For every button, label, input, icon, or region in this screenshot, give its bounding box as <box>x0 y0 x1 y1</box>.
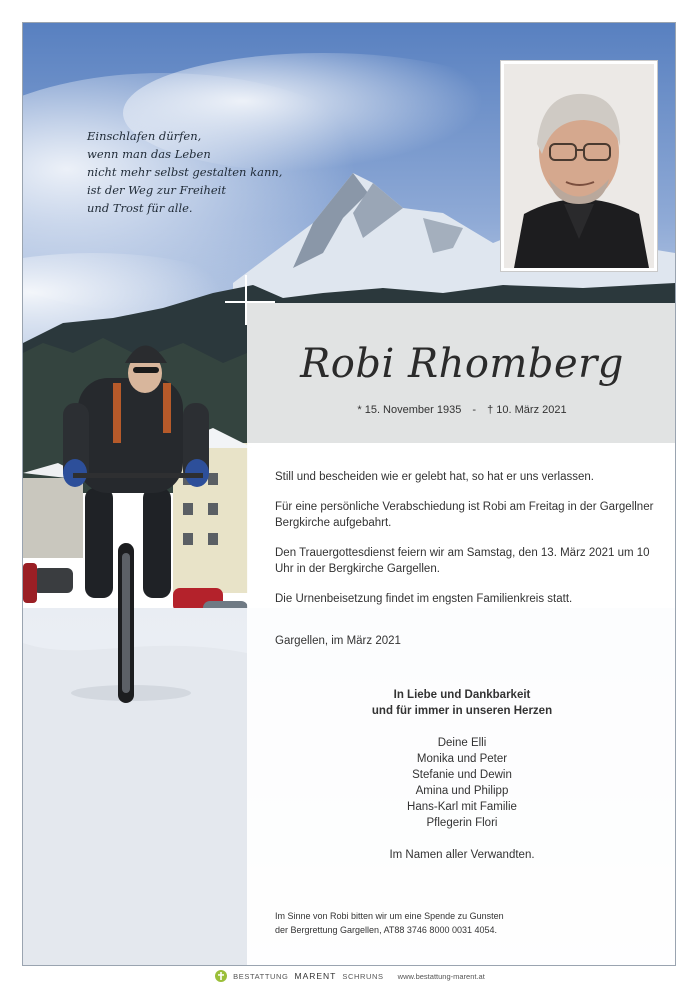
family-list <box>247 735 676 831</box>
quote-line: und Trost für alle. <box>87 201 193 215</box>
family-member: Amina und Philipp <box>415 785 509 797</box>
portrait-photo <box>500 60 658 272</box>
closing-line: In Liebe und Dankbarkeit <box>393 689 531 701</box>
date-separator: - <box>472 404 477 416</box>
brand-prefix: BESTATTUNG <box>233 971 289 981</box>
signature-line: Im Namen aller Verwandten. <box>389 849 535 861</box>
paragraph: Still und bescheiden wie er gelebt hat, so hat er uns verlassen. <box>275 471 594 483</box>
brand-name-wrap <box>294 971 336 981</box>
donation-note <box>275 909 675 937</box>
place-date: Gargellen, im März 2021 <box>275 635 401 647</box>
quote-line: ist der Weg zur Freiheit <box>87 183 226 197</box>
paragraph: Den Trauergottesdienst feiern wir am Samstag, den 13. März 2021 um 10 Uhr in der Bergkirche Gargellen. <box>275 547 650 575</box>
paragraph: Für eine persönliche Verabschiedung ist Robi am Freitag in der Gargellner Bergkirche aufgebahrt. <box>275 501 654 529</box>
family-member: Stefanie und Dewin <box>412 769 512 781</box>
quote-line: nicht mehr selbst gestalten kann, <box>87 165 283 179</box>
portrait-image <box>504 64 654 268</box>
cross-horizontal-bar <box>225 301 275 303</box>
closing-words <box>247 687 676 719</box>
life-dates <box>247 404 676 416</box>
quote-line: wenn man das Leben <box>87 147 211 161</box>
obituary-frame <box>22 22 676 966</box>
donation-line: Im Sinne von Robi bitten wir um eine Spende zu Gunsten <box>275 911 504 921</box>
family-member: Deine Elli <box>437 737 487 749</box>
deceased-name: Robi Rhomberg <box>300 341 624 387</box>
quote-line: Einschlafen dürfen, <box>87 129 202 143</box>
birth-date: * 15. November 1935 <box>357 404 462 416</box>
funeral-home-footer <box>0 966 700 986</box>
family-member: Monika und Peter <box>416 753 508 765</box>
family-member: Pflegerin Flori <box>426 817 498 829</box>
announcement-text <box>275 469 655 663</box>
brand-location: SCHRUNS <box>342 971 384 981</box>
donation-line: der Bergrettung Gargellen, AT88 3746 8000 0031 4054. <box>275 925 497 935</box>
cross-vertical-bar <box>245 275 247 325</box>
family-member: Hans-Karl mit Familie <box>407 801 517 813</box>
cross-leaf-icon <box>215 970 227 982</box>
paragraph: Die Urnenbeisetzung findet im engsten Familienkreis statt. <box>275 593 573 605</box>
website-link[interactable]: www.bestattung-marent.at <box>397 971 485 981</box>
memorial-quote <box>87 127 307 217</box>
brand-name: MARENT <box>294 971 337 981</box>
death-date: † 10. März 2021 <box>487 404 567 416</box>
closing-line: und für immer in unseren Herzen <box>371 705 553 717</box>
